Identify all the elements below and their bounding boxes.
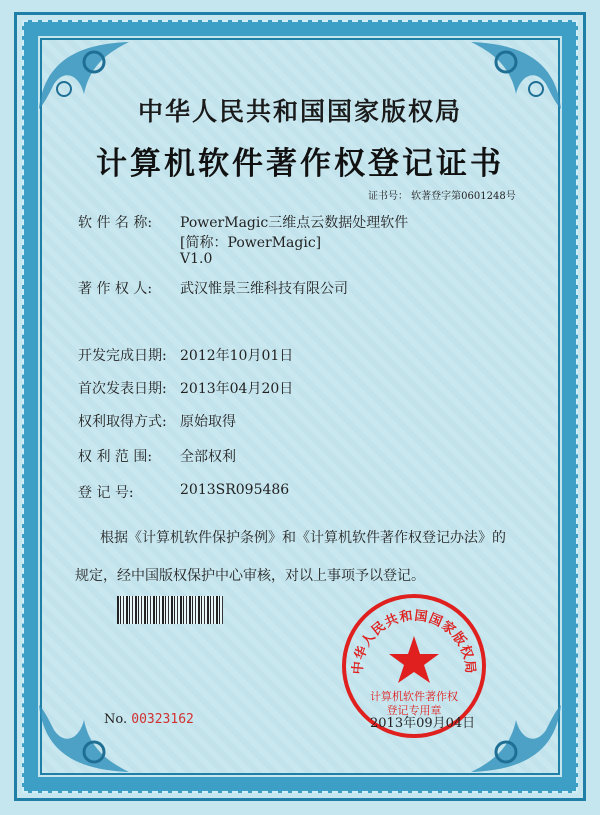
dev-date-row	[78, 345, 294, 365]
seal-outer-text: 中华人民共和国国家版权局	[350, 608, 478, 675]
registration-label: 登 记 号:	[78, 485, 134, 501]
pub-date-value: 2013年04月20日	[180, 381, 294, 397]
scope-value: 全部权利	[180, 449, 236, 465]
acquire-label: 权利取得方式:	[78, 414, 167, 430]
barcode	[117, 596, 223, 624]
seal-inner-line-2: 登记专用章	[386, 704, 442, 717]
serial-value: 00323162	[131, 712, 194, 727]
owner-value: 武汉惟景三维科技有限公司	[180, 281, 348, 297]
registration-row	[78, 482, 290, 502]
issuing-authority: 中华人民共和国国家版权局	[137, 97, 462, 126]
certificate-number: 证书号： 软著登字第0601248号	[368, 191, 516, 202]
acquire-row	[78, 411, 236, 431]
software-short-name: [简称：PowerMagic]	[180, 235, 322, 251]
acquire-value: 原始取得	[180, 414, 236, 430]
owner-row	[78, 278, 348, 298]
serial-number	[104, 712, 194, 727]
dev-date-value: 2012年10月01日	[180, 348, 294, 364]
software-name-row	[78, 212, 409, 232]
seal-inner-line-1: 计算机软件著作权	[370, 690, 458, 703]
issue-date: 2013年09月04日	[370, 716, 476, 731]
serial-label: No.	[104, 712, 128, 727]
owner-label: 著 作 权 人:	[78, 281, 153, 297]
software-version: V1.0	[180, 251, 213, 267]
dev-date-label: 开发完成日期:	[78, 348, 167, 364]
software-name-value: PowerMagic三维点云数据处理软件	[180, 215, 409, 231]
body-text-line-2: 规定，经中国版权保护中心审核，对以上事项予以登记。	[75, 568, 425, 584]
pub-date-label: 首次发表日期:	[78, 381, 167, 397]
registration-number: 2013SR095486	[180, 482, 290, 498]
certificate-title: 计算机软件著作权登记证书	[96, 146, 504, 182]
body-text-line-1: 根据《计算机软件保护条例》和《计算机软件著作权登记办法》的	[100, 530, 506, 546]
star-icon	[389, 636, 439, 683]
scope-label: 权 利 范 围:	[78, 449, 153, 465]
software-name-label: 软 件 名 称:	[78, 215, 153, 231]
pub-date-row	[78, 378, 294, 398]
scope-row	[78, 446, 236, 466]
